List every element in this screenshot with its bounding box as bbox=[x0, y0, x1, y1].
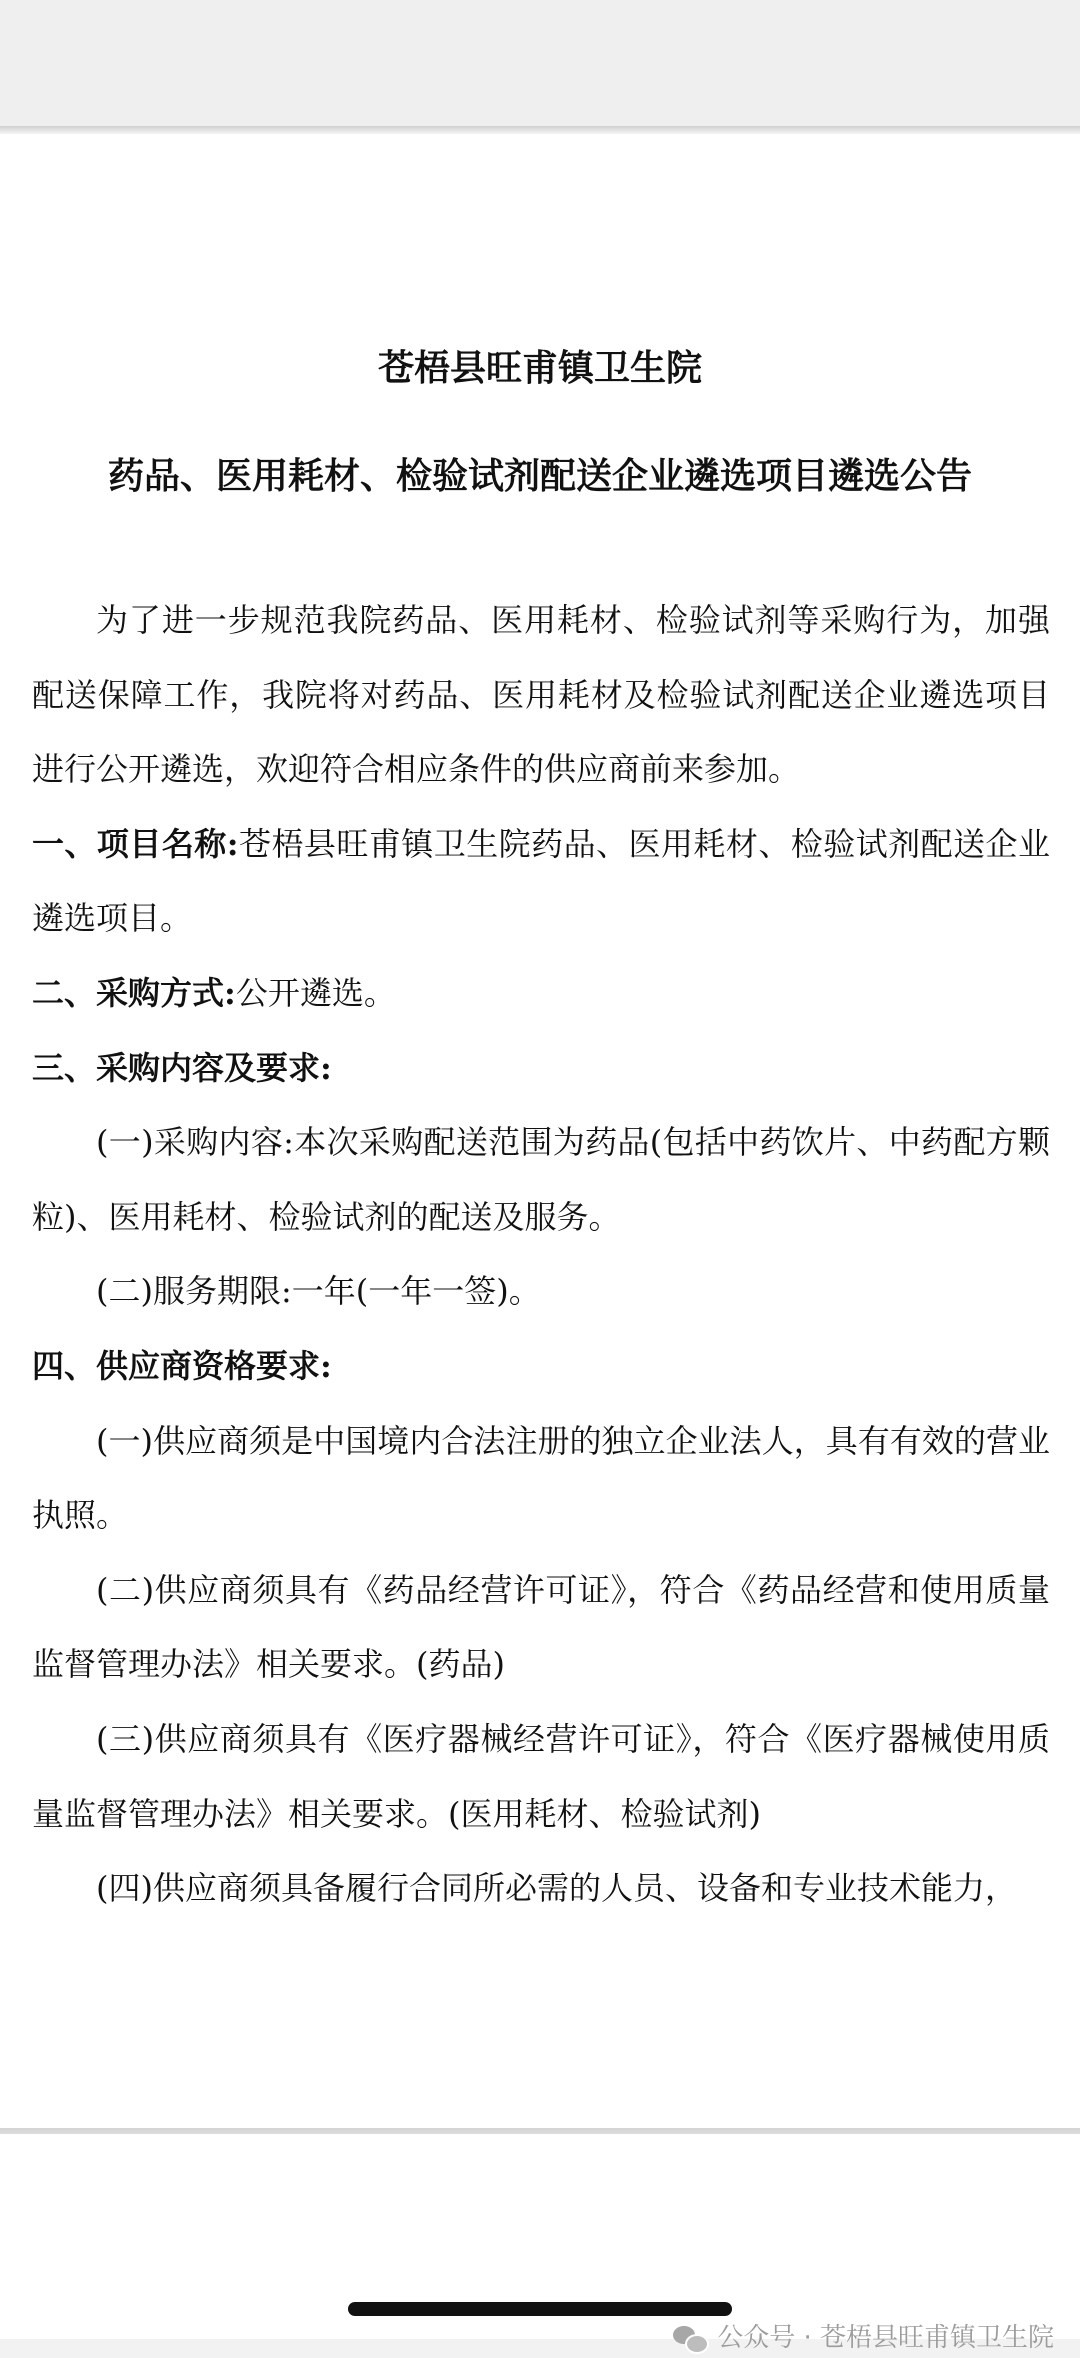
wechat-icon bbox=[673, 2324, 707, 2352]
list-item: (二)供应商须具有《药品经营许可证》，符合《药品经营和使用质量监督管理办法》相关要求。(药品) bbox=[32, 1570, 1050, 1684]
section-heading: 四、供应商资格要求: bbox=[32, 1346, 332, 1385]
section-heading: 二、采购方式: bbox=[32, 973, 236, 1012]
document-subtitle: 药品、医用耗材、检验试剂配送企业遴选项目遴选公告 bbox=[107, 455, 972, 497]
list-item: (二)服务期限:一年(一年一签)。 bbox=[96, 1272, 541, 1311]
document-body bbox=[32, 583, 1050, 1926]
top-shadow bbox=[0, 126, 1080, 134]
list-item: (四)供应商须具备履行合同所必需的人员、设备和专业技术能力， bbox=[96, 1869, 1017, 1908]
document-title: 苍梧县旺甫镇卫生院 bbox=[377, 347, 702, 389]
section-heading: 三、采购内容及要求: bbox=[32, 1048, 332, 1087]
section-procurement-content bbox=[32, 1031, 1050, 1106]
intro-paragraph: 为了进一步规范我院药品、医用耗材、检验试剂等采购行为，加强配送保障工作，我院将对药品、医用耗材及检验试剂配送企业遴选项目进行公开遴选，欢迎符合相应条件的供应商前来参加。 bbox=[32, 601, 1050, 789]
section-procurement-method bbox=[32, 956, 1050, 1031]
footer-watermark bbox=[673, 2318, 1054, 2358]
section-supplier-requirements bbox=[32, 1329, 1050, 1404]
section-text: 苍梧县旺甫镇卫生院药品、医用耗材、检验试剂配送企业遴选项目。 bbox=[32, 824, 1050, 938]
home-indicator[interactable] bbox=[348, 2302, 732, 2316]
top-bar bbox=[0, 0, 1080, 128]
footer-label: 公众号 · 苍梧县旺甫镇卫生院 bbox=[717, 2323, 1054, 2353]
list-item: (一)采购内容:本次采购配送范围为药品(包括中药饮片、中药配方颗粒)、医用耗材、检验试剂的配送及服务。 bbox=[32, 1123, 1050, 1236]
section-text: 公开遴选。 bbox=[235, 973, 396, 1012]
section-project-name bbox=[32, 807, 1050, 956]
section-heading: 一、项目名称: bbox=[32, 824, 239, 863]
list-item: (三)供应商须具有《医疗器械经营许可证》，符合《医疗器械使用质量监督管理办法》相关要求。(医用耗材、检验试剂) bbox=[32, 1719, 1050, 1833]
list-item: (一)供应商须是中国境内合法注册的独立企业法人，具有有效的营业执照。 bbox=[32, 1421, 1050, 1535]
